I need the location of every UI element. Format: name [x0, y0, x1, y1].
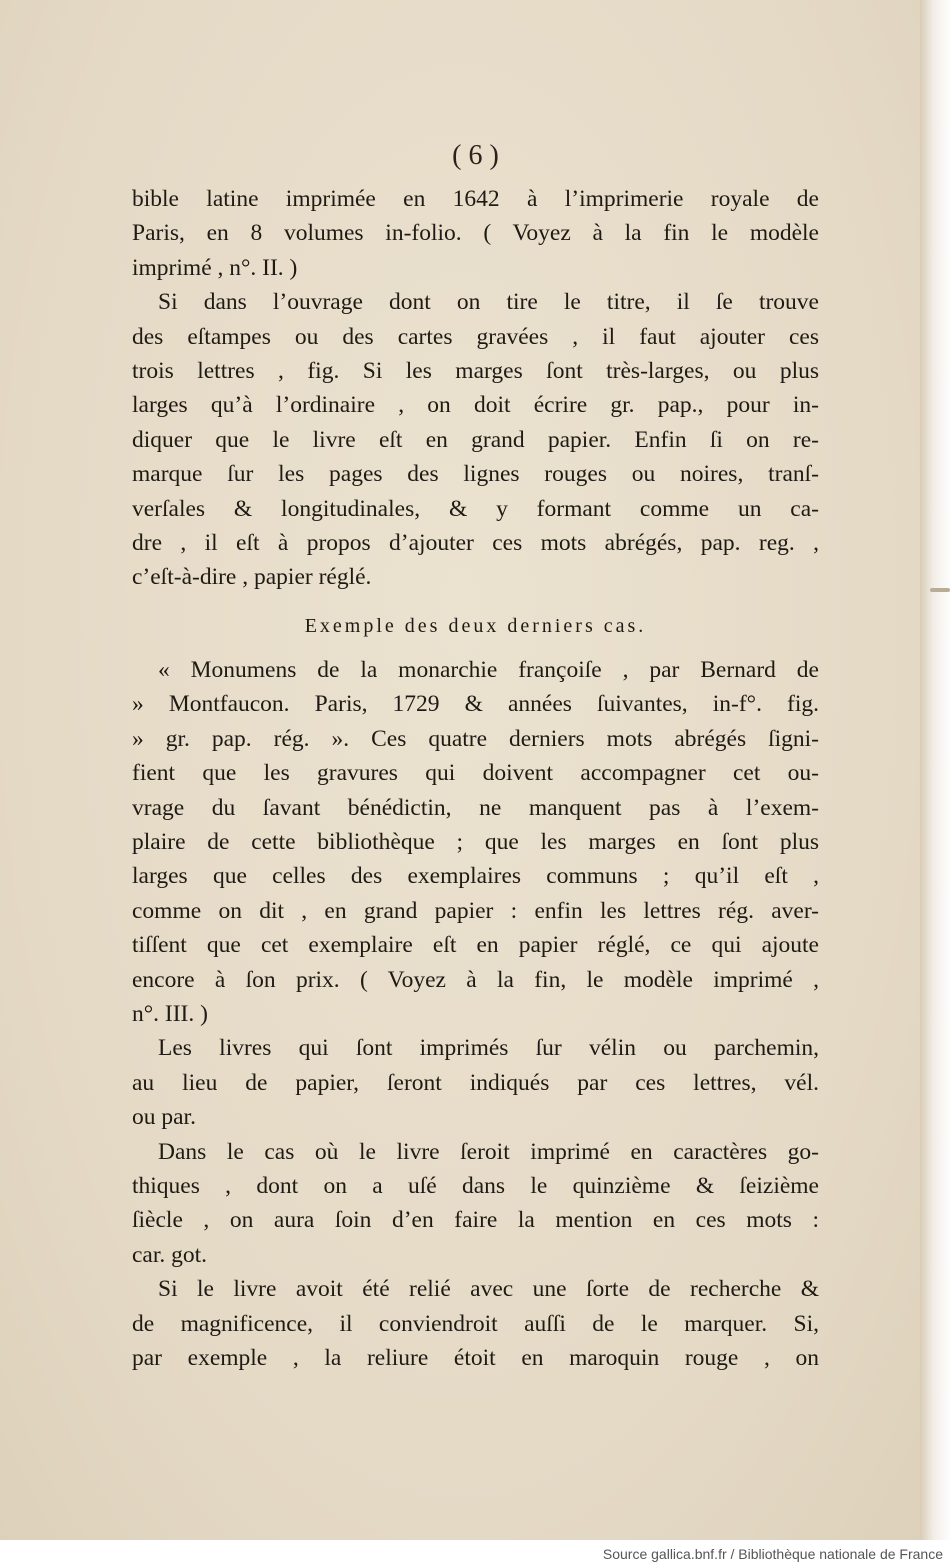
text-line: Les livres qui ſont imprimés ſur vélin ou parchemin,	[158, 1035, 819, 1062]
text-line: tiſſent que cet exemplaire eſt en papier réglé, ce qui ajoute	[132, 932, 819, 959]
body-text	[132, 182, 819, 1375]
text-line: vrage du ſavant bénédictin, ne manquent pas à l’exem-	[132, 794, 819, 821]
text-line: ou par.	[132, 1104, 196, 1131]
text-line: « Monumens de la monarchie françoiſe , par Bernard de	[158, 657, 819, 684]
text-line: dre , il eſt à propos d’ajouter ces mots abrégés, pap. reg. ,	[132, 529, 819, 556]
text-line: bible latine imprimée en 1642 à l’imprimerie royale de	[132, 186, 819, 212]
text-line: car. got.	[132, 1241, 208, 1268]
text-line: thiques , dont on a uſé dans le quinzième & ſeizième	[132, 1172, 819, 1199]
text-line: comme on dit , en grand papier : enfin les lettres rég. aver-	[132, 897, 819, 924]
text-line: » Montfaucon. Paris, 1729 & années ſuivantes, in-f°. fig.	[132, 691, 819, 718]
text-line: encore à ſon prix. ( Voyez à la fin, le modèle imprimé ,	[132, 966, 819, 993]
text-line: imprimé , n°. II. )	[132, 254, 298, 281]
text-line: n°. III. )	[132, 1000, 208, 1027]
section-heading: Exemple des deux derniers cas.	[304, 614, 647, 637]
page-edge	[920, 0, 951, 1540]
text-line: » gr. pap. rég. ». Ces quatre derniers mots abrégés ſigni-	[132, 725, 819, 752]
text-line: Dans le cas où le livre ſeroit imprimé en caractères go-	[158, 1138, 819, 1165]
page-number: ( 6 )	[452, 140, 499, 171]
text-line: de magnificence, il conviendroit auſſi de le marquer. Si,	[132, 1310, 819, 1337]
text-line: marque ſur les pages des lignes rouges ou noires, tranſ-	[132, 461, 819, 488]
text-line: des eſtampes ou des cartes gravées , il faut ajouter ces	[132, 323, 819, 350]
text-line: par exemple , la reliure étoit en maroquin rouge , on	[132, 1344, 819, 1371]
text-line: larges qu’à l’ordinaire , on doit écrire gr. pap., pour in-	[132, 392, 819, 419]
text-line: Si dans l’ouvrage dont on tire le titre, il ſe trouve	[158, 289, 819, 316]
text-line: verſales & longitudinales, & y formant comme un ca-	[132, 495, 819, 522]
text-line: au lieu de papier, ſeront indiqués par ces lettres, vél.	[132, 1069, 819, 1096]
text-line: c’eſt-à-dire , papier réglé.	[132, 564, 372, 591]
text-line: fient que les gravures qui doivent accompagner cet ou-	[132, 760, 819, 787]
text-line: trois lettres , fig. Si les marges ſont très-larges, ou plus	[132, 357, 819, 384]
text-line: Si le livre avoit été relié avec une ſorte de recherche &	[158, 1276, 819, 1303]
text-line: ſiècle , on aura ſoin d’en faire la mention en ces mots :	[132, 1207, 819, 1234]
text-line: plaire de cette bibliothèque ; que les marges en ſont plus	[132, 829, 819, 856]
margin-mark	[930, 588, 950, 592]
text-line: larges que celles des exemplaires communs ; qu’il eſt ,	[132, 863, 819, 890]
source-credit: Source gallica.bnf.fr / Bibliothèque nationale de France	[602, 1546, 943, 1562]
text-line: Paris, en 8 volumes in-folio. ( Voyez à la fin le modèle	[132, 220, 819, 247]
text-line: diquer que le livre eſt en grand papier. Enfin ſi on re-	[132, 426, 819, 453]
